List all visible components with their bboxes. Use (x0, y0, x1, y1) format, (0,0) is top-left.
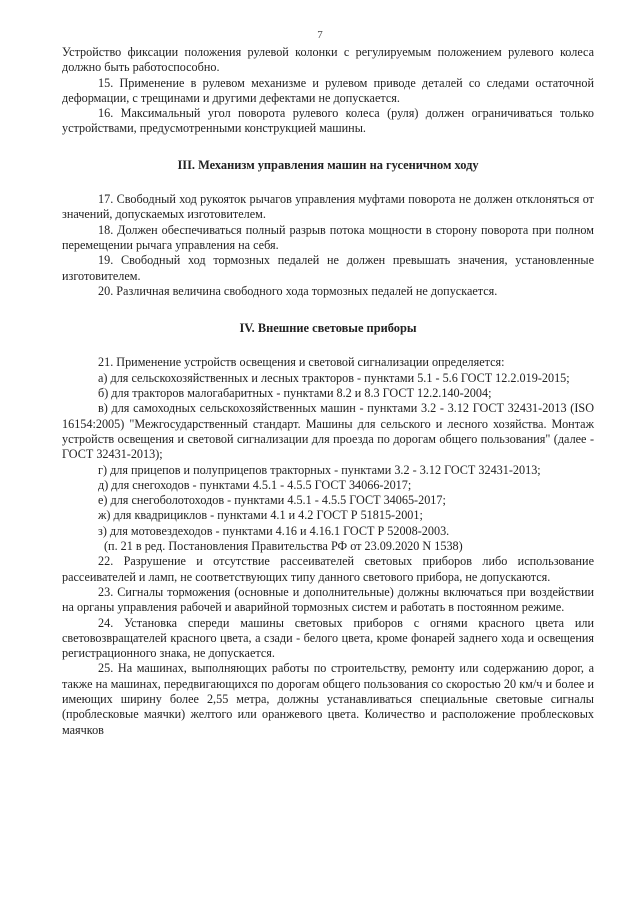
paragraph-22: 22. Разрушение и отсутствие рассеивателей световых приборов либо использование рассеивателей и ламп, не соответствующих типу данного светового прибора, не допускаются. (62, 554, 594, 584)
paragraph-16: 16. Максимальный угол поворота рулевого колеса (руля) должен ограничиваться только устройствами, предусмотренными конструкцией машины. (62, 106, 594, 136)
amendment-note: (п. 21 в ред. Постановления Правительства РФ от 23.09.2020 N 1538) (104, 539, 463, 554)
subitem-21zh: ж) для квадрициклов - пунктами 4.1 и 4.2 ГОСТ Р 51815-2001; (98, 508, 423, 523)
paragraph-21: 21. Применение устройств освещения и световой сигнализации определяется: (98, 355, 505, 370)
paragraph-19: 19. Свободный ход тормозных педалей не должен превышать значения, установленные изготовителем. (62, 253, 594, 283)
paragraph-17: 17. Свободный ход рукояток рычагов управления муфтами поворота не должен отклоняться от значений, допускаемых изготовителем. (62, 192, 594, 222)
paragraph-25: 25. На машинах, выполняющих работы по строительству, ремонту или содержанию дорог, а также на машинах, передвигающихся по дорогам общего пользования со скоростью 20 км/ч и более и имеющих ширину более 2,55 метра, должны устанавливаться специальные световые сигналы (проблесковые маячки) желтого или оранжевого цвета. Количество и расположение проблесковых маячков (62, 661, 594, 737)
document-body (62, 45, 594, 738)
subitem-21d: д) для снегоходов - пунктами 4.5.1 - 4.5.5 ГОСТ 34066-2017; (98, 477, 412, 492)
subitem-21g: г) для прицепов и полуприцепов тракторных - пунктами 3.2 - 3.12 ГОСТ 32431-2013; (98, 462, 541, 477)
subitem-21b: б) для тракторов малогабаритных - пунктами 8.2 и 8.3 ГОСТ 12.2.140-2004; (98, 386, 492, 401)
page-number: 7 (317, 29, 323, 41)
paragraph-20: 20. Различная величина свободного хода тормозных педалей не допускается. (98, 283, 498, 298)
paragraph-24: 24. Установка спереди машины световых приборов с огнями красного цвета или световозвращателей красного цвета, а сзади - белого цвета, кроме фонарей заднего хода и освещения регистрационного знака, не допускается. (62, 615, 594, 661)
paragraph-23: 23. Сигналы торможения (основные и дополнительные) должны включаться при воздействии на органы управления рабочей и аварийной тормозных систем и работать в постоянном режиме. (62, 584, 594, 615)
section-4-heading: IV. Внешние световые приборы (239, 321, 417, 336)
section-3-heading: III. Механизм управления машин на гусеничном ходу (177, 157, 479, 172)
subitem-21a: а) для сельскохозяйственных и лесных тракторов - пунктами 5.1 - 5.6 ГОСТ 12.2.019-2015; (98, 370, 570, 385)
subitem-21v: в) для самоходных сельскохозяйственных машин - пунктами 3.2 - 3.12 ГОСТ 32431-2013 (ISO 16154:2005) "Межгосударственный стандарт. Машины для сельского и лесного хозяйства. Монтаж устройств освещения и световой сигнализации для проезда по дорогам общего пользования" (далее - ГОСТ 32431-2013); (62, 401, 594, 462)
subitem-21e: е) для снегоболотоходов - пунктами 4.5.1 - 4.5.5 ГОСТ 34065-2017; (98, 493, 446, 508)
paragraph-steering-column: Устройство фиксации положения рулевой колонки с регулируемым положением рулевого колеса должно быть работоспособно. (62, 45, 594, 75)
paragraph-18: 18. Должен обеспечиваться полный разрыв потока мощности в сторону поворота при полном перемещении рычага управления на себя. (62, 222, 594, 252)
subitem-21z: з) для мотовездеходов - пунктами 4.16 и 4.16.1 ГОСТ Р 52008-2003. (98, 523, 450, 538)
paragraph-15: 15. Применение в рулевом механизме и рулевом приводе деталей со следами остаточной деформации, с трещинами и другими дефектами не допускается. (62, 75, 594, 105)
